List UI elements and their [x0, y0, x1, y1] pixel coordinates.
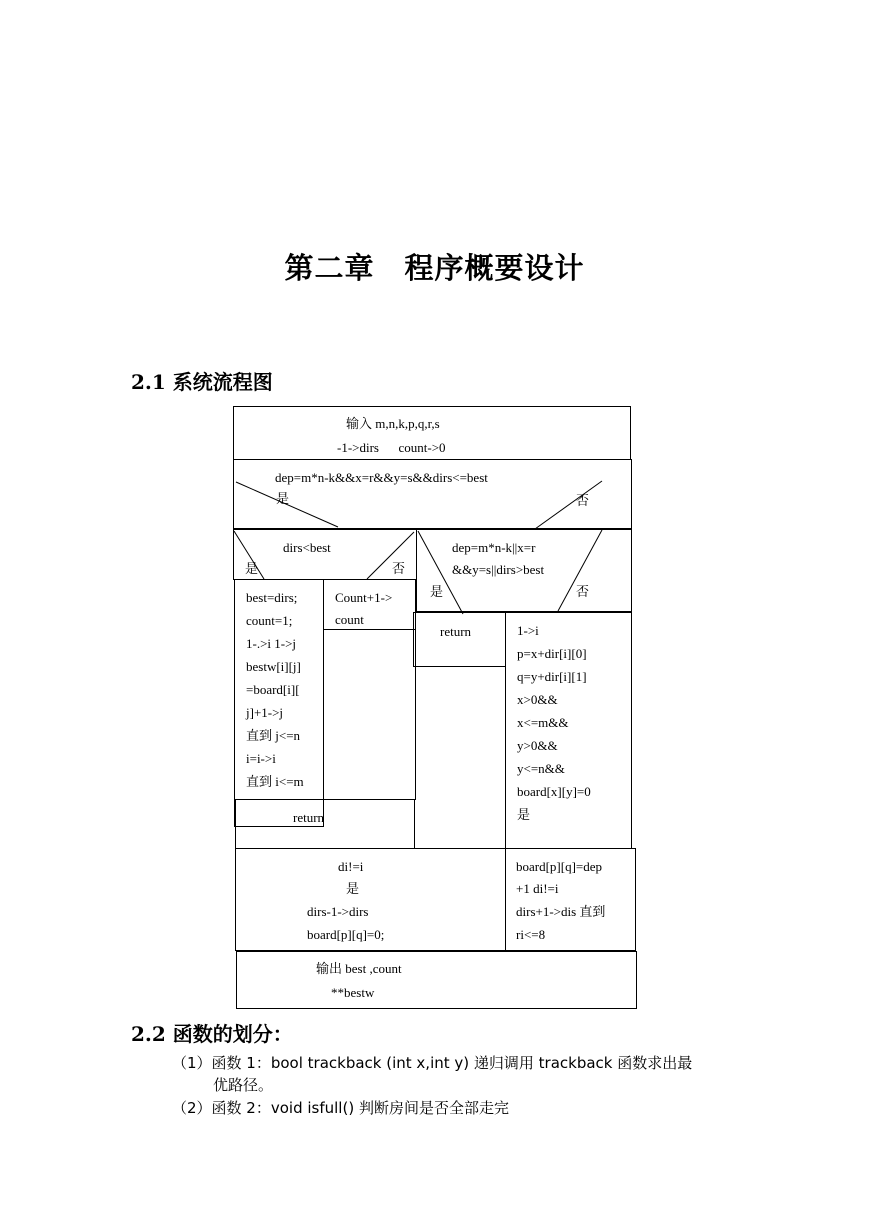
input-text-1: 输入 m,n,k,p,q,r,s	[346, 416, 440, 431]
best-update-line: 直到 j<=n	[246, 728, 301, 743]
board-update-line-2: +1 di!=i	[516, 881, 559, 896]
function-1-line-1: （1）函数 1：bool trackback (int x,int y) 递归调用 trackback 函数求出最	[172, 1054, 693, 1072]
condition-3-yes: 是	[430, 584, 444, 599]
condition-1-text: dep=m*n-k&&x=r&&y=s&&dirs<=best	[275, 470, 488, 485]
output-line-1: 输出 best ,count	[316, 961, 402, 976]
best-update-line: j]+1->j	[246, 705, 284, 720]
condition-3-text-1: dep=m*n-k||x=r	[452, 540, 536, 555]
loop-line: 1->i	[517, 623, 539, 638]
chapter-title: 第二章 程序概要设计	[284, 251, 585, 285]
board-update-line-4: ri<=8	[516, 927, 546, 942]
best-update-line: i=i->i	[246, 751, 276, 766]
loop-line: q=y+dir[i][1]	[517, 669, 587, 684]
di-check-line-3: dirs-1->dirs	[307, 904, 369, 919]
loop-line: y>0&&	[517, 738, 558, 753]
condition-2-text: dirs<best	[283, 540, 331, 555]
best-update-line: 直到 i<=m	[246, 774, 304, 789]
loop-line: p=x+dir[i][0]	[517, 646, 587, 661]
input-text-2: -1->dirs count->0	[337, 440, 446, 455]
condition-1-no: 否	[576, 493, 590, 508]
function-1-line-2: 优路径。	[213, 1076, 274, 1094]
output-line-2: **bestw	[331, 985, 375, 1000]
section-heading-functions: 2.2 函数的划分：	[131, 1022, 293, 1046]
condition-3-no: 否	[576, 584, 590, 599]
function-2-line-1: （2）函数 2：void isfull() 判断房间是否全部走完	[172, 1099, 509, 1117]
board-update-line-3: dirs+1->dis 直到	[516, 904, 606, 919]
return-2-text: return	[440, 624, 472, 639]
board-update-line-1: board[p][q]=dep	[516, 859, 603, 874]
condition-1-yes: 是	[276, 491, 290, 506]
loop-line: y<=n&&	[517, 761, 565, 776]
return-1-text: return	[293, 810, 325, 825]
best-update-line: bestw[i][j]	[246, 659, 301, 674]
best-update-line: best=dirs;	[246, 590, 298, 605]
best-update-lines	[246, 586, 304, 793]
di-check-line-4: board[p][q]=0;	[307, 927, 385, 942]
best-update-line: =board[i][	[246, 682, 300, 697]
condition-3-text-2: &&y=s||dirs>best	[452, 562, 545, 577]
best-update-line: 1-.>i 1->j	[246, 636, 297, 651]
count-increment-line-1: Count+1->	[335, 590, 393, 605]
count-increment-line-2: count	[335, 612, 364, 627]
section-heading-flowchart: 2.1 系统流程图	[131, 370, 273, 394]
di-check-line-2: 是	[346, 881, 360, 896]
condition-2-no: 否	[392, 561, 406, 576]
loop-lines	[517, 619, 591, 826]
condition-2-yes: 是	[245, 561, 259, 576]
di-check-line-1: di!=i	[338, 859, 364, 874]
loop-line: 是	[517, 807, 531, 822]
loop-line: x>0&&	[517, 692, 558, 707]
loop-line: board[x][y]=0	[517, 784, 591, 799]
best-update-line: count=1;	[246, 613, 293, 628]
loop-line: x<=m&&	[517, 715, 569, 730]
